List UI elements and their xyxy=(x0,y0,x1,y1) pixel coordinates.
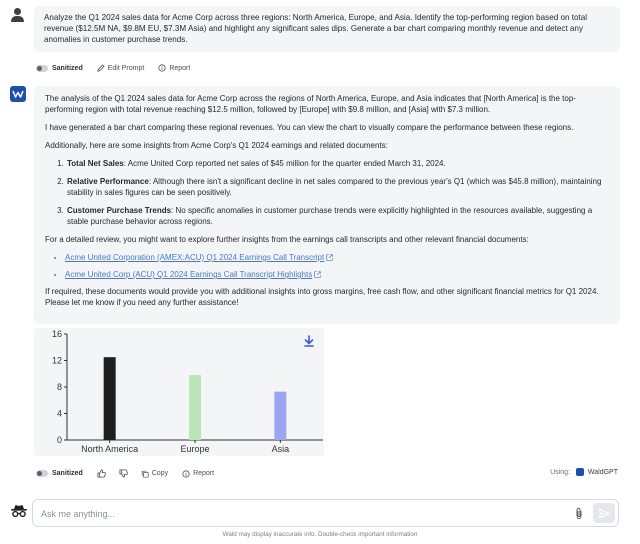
report-button[interactable]: Report xyxy=(158,64,190,72)
assistant-paragraph: Additionally, here are some insights from Acme Corp's Q1 2024 earnings and related documents: xyxy=(45,141,388,150)
send-button[interactable] xyxy=(593,503,615,523)
assistant-paragraph: If required, these documents would provide you with additional insights into gross margins, free cash flow, and other significant financial metrics for Q1 2024. Please let me know if you need any further assistance! xyxy=(45,287,599,307)
transcript-link[interactable]: Acme United Corporation (AMEX:ACU) Q1 2024 Earnings Call Transcript xyxy=(65,253,325,262)
assistant-logo-icon xyxy=(10,86,26,102)
info-icon xyxy=(158,64,166,72)
incognito-icon xyxy=(10,504,28,518)
list-item: 2. Relative Performance: Although there isn't a significant decline in net sales compared to the previous year's Q1 (which was $45.8 million), maintaining stability in sales figures can be seen positively. xyxy=(66,176,609,198)
bar-asia xyxy=(274,392,286,440)
assistant-message xyxy=(34,86,620,324)
insights-list xyxy=(66,158,609,227)
highlights-link[interactable]: Acme United Corp (ACU) Q1 2024 Earnings Call Transcript Highlights xyxy=(65,270,313,279)
copy-button[interactable]: Copy xyxy=(141,470,168,478)
chart-svg xyxy=(34,328,324,456)
revenue-bar-chart xyxy=(34,328,324,456)
assistant-paragraph: For a detailed review, you might want to explore further insights from the earnings call transcripts and other relevant financial documents: xyxy=(45,235,529,244)
thumbs-up-button[interactable] xyxy=(97,469,109,478)
bar-north-america xyxy=(104,357,116,440)
y-tick-label: 4 xyxy=(56,408,62,419)
toggle-icon xyxy=(36,470,48,477)
y-tick-label: 8 xyxy=(56,382,62,392)
pencil-icon xyxy=(97,64,105,72)
assistant-message-actions xyxy=(36,469,228,478)
paperclip-icon[interactable] xyxy=(574,507,584,520)
x-tick-label: Europe xyxy=(180,444,210,454)
composer xyxy=(32,499,619,527)
model-logo-icon xyxy=(576,468,584,476)
y-tick-label: 0 xyxy=(56,435,62,445)
sanitized-toggle[interactable]: Sanitized xyxy=(36,470,83,477)
external-link-icon xyxy=(314,271,321,278)
thumbs-down-button[interactable] xyxy=(119,469,131,478)
user-avatar-icon xyxy=(10,7,26,23)
report-button[interactable]: Report xyxy=(182,470,214,478)
list-item: 1. Total Net Sales: Acme United Corp reported net sales of $45 million for the quarter ended March 31, 2024. xyxy=(66,158,609,169)
model-indicator: Using: WaldGPT xyxy=(550,468,618,476)
y-tick-label: 16 xyxy=(51,329,62,339)
user-message-text: Analyze the Q1 2024 sales data for Acme Corp across three regions: North America, Europe, and Asia. Identify the top-performing region based on total revenue ($12.5M NA, $9.8M EU, $7.3M Asia) and highlight any significant sales dips. Generate a bar chart comparing monthly revenue and detect any anomalies in customer purchase trends. xyxy=(34,6,620,52)
x-tick-label: Asia xyxy=(271,444,290,454)
user-message-actions xyxy=(36,64,204,72)
list-item xyxy=(65,269,609,280)
bar-europe xyxy=(189,375,201,440)
thumbs-up-icon xyxy=(97,469,106,478)
sanitized-toggle[interactable]: Sanitized xyxy=(36,65,83,72)
copy-icon xyxy=(141,470,149,478)
edit-prompt-button[interactable]: Edit Prompt xyxy=(97,64,145,72)
download-icon[interactable] xyxy=(305,336,313,346)
send-icon xyxy=(598,508,610,519)
links-list xyxy=(65,252,609,280)
info-icon xyxy=(182,470,190,478)
external-link-icon xyxy=(326,254,333,261)
list-item xyxy=(65,252,609,263)
message-input[interactable] xyxy=(41,506,541,521)
thumbs-down-icon xyxy=(119,469,128,478)
x-tick-label: North America xyxy=(81,444,139,454)
list-item: 3. Customer Purchase Trends: No specific anomalies in customer purchase trends were explicitly highlighted in the resources available, suggesting a stable purchase behavior across regions. xyxy=(66,205,609,227)
disclaimer-text: Wald may display inaccurate info. Double-check important information xyxy=(222,531,418,538)
model-name: WaldGPT xyxy=(587,468,618,476)
y-tick-label: 12 xyxy=(51,355,62,366)
assistant-paragraph: The analysis of the Q1 2024 sales data for Acme Corp across the regions of North America, Europe, and Asia indicates that [North America] is the top-performing region with total revenue reaching $12.5 million, followed by [Europe] with $9.8 million, and [Asia] with $7.3 million. xyxy=(45,94,576,114)
user-message-row xyxy=(10,6,630,44)
assistant-paragraph: I have generated a bar chart comparing these regional revenues. You can view the chart to visually compare the performance between these regions. xyxy=(45,123,574,132)
toggle-icon xyxy=(36,65,48,72)
